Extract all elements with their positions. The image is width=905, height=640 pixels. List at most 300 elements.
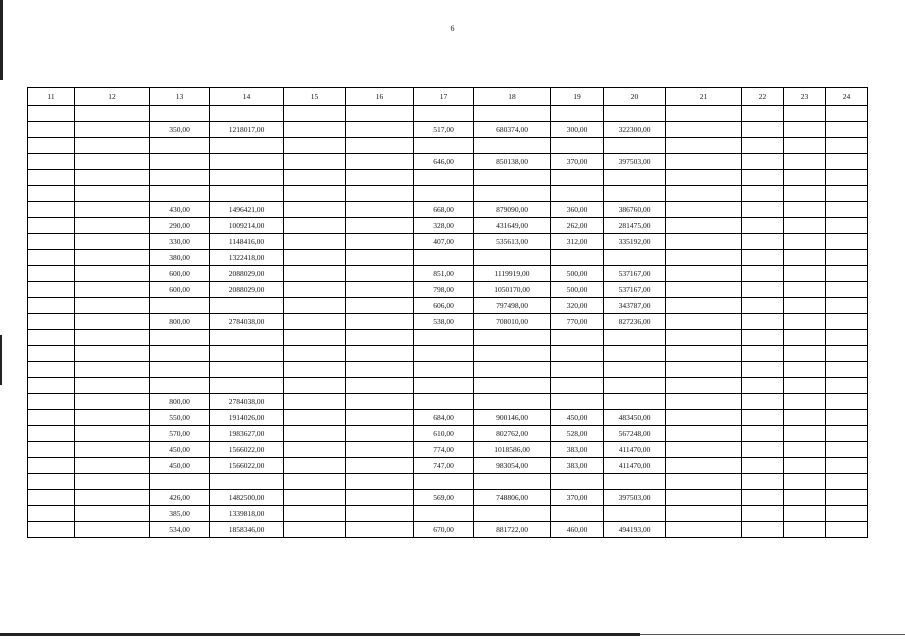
table-cell — [414, 106, 474, 122]
table-row — [28, 234, 868, 250]
table-cell: 570,00 — [150, 426, 210, 442]
table-cell — [28, 298, 75, 314]
table-cell — [551, 330, 604, 346]
table-cell — [551, 378, 604, 394]
table-row — [28, 202, 868, 218]
table-cell — [284, 186, 346, 202]
table-cell: 1339818,00 — [210, 506, 284, 522]
table-cell — [28, 474, 75, 490]
table-cell: 1983627,00 — [210, 426, 284, 442]
table-cell — [346, 186, 414, 202]
table-cell — [284, 266, 346, 282]
table-cell — [666, 122, 742, 138]
table-cell — [284, 138, 346, 154]
table-cell — [28, 282, 75, 298]
table-cell — [210, 154, 284, 170]
table-cell — [742, 250, 784, 266]
table-row — [28, 442, 868, 458]
table-cell — [742, 362, 784, 378]
data-table — [27, 87, 868, 538]
table-cell: 1914026,00 — [210, 410, 284, 426]
table-cell — [414, 506, 474, 522]
table-row — [28, 170, 868, 186]
table-cell — [666, 106, 742, 122]
table-cell: 610,00 — [414, 426, 474, 442]
table-cell — [210, 170, 284, 186]
table-cell — [75, 394, 150, 410]
table-cell — [784, 522, 826, 538]
table-cell — [784, 506, 826, 522]
table-cell — [742, 234, 784, 250]
table-cell — [826, 362, 868, 378]
column-header: 21 — [666, 88, 742, 106]
table-cell: 537167,00 — [604, 266, 666, 282]
table-cell — [474, 474, 551, 490]
table-cell — [826, 394, 868, 410]
table-cell — [742, 106, 784, 122]
table-cell — [742, 378, 784, 394]
table-cell: 411470,00 — [604, 442, 666, 458]
table-cell — [346, 346, 414, 362]
table-cell: 1482500,00 — [210, 490, 284, 506]
page-number: 6 — [450, 24, 455, 33]
table-cell: 494193,00 — [604, 522, 666, 538]
table-cell — [474, 378, 551, 394]
table-cell — [75, 410, 150, 426]
table-cell — [346, 218, 414, 234]
table-cell — [474, 106, 551, 122]
table-cell — [826, 522, 868, 538]
table-cell — [346, 138, 414, 154]
scan-left-edge-mark — [0, 0, 3, 80]
table-cell: 2088029,00 — [210, 282, 284, 298]
table-row — [28, 314, 868, 330]
table-cell — [284, 442, 346, 458]
table-cell — [551, 138, 604, 154]
table-row — [28, 330, 868, 346]
table-cell — [210, 298, 284, 314]
table-cell — [414, 250, 474, 266]
table-cell — [826, 442, 868, 458]
column-header: 15 — [284, 88, 346, 106]
table-cell — [474, 138, 551, 154]
table-cell: 360,00 — [551, 202, 604, 218]
table-cell: 330,00 — [150, 234, 210, 250]
table-cell — [75, 442, 150, 458]
table-cell — [284, 426, 346, 442]
table-cell — [784, 474, 826, 490]
table-cell — [666, 346, 742, 362]
table-cell — [75, 362, 150, 378]
table-cell — [784, 234, 826, 250]
table-cell — [784, 410, 826, 426]
table-cell — [284, 506, 346, 522]
table-cell — [474, 362, 551, 378]
table-cell: 483450,00 — [604, 410, 666, 426]
table-cell — [826, 138, 868, 154]
table-row — [28, 106, 868, 122]
table-cell — [75, 106, 150, 122]
table-cell — [784, 282, 826, 298]
table-cell — [742, 410, 784, 426]
table-cell — [284, 474, 346, 490]
table-cell — [75, 138, 150, 154]
table-cell — [826, 266, 868, 282]
column-header: 17 — [414, 88, 474, 106]
table-row — [28, 490, 868, 506]
table-cell — [75, 122, 150, 138]
table-cell — [210, 346, 284, 362]
table-cell — [551, 362, 604, 378]
table-cell — [210, 138, 284, 154]
table-cell — [604, 250, 666, 266]
table-cell — [742, 346, 784, 362]
table-row — [28, 410, 868, 426]
table-cell — [75, 458, 150, 474]
table-row — [28, 266, 868, 282]
table-cell — [75, 298, 150, 314]
table-cell: 851,00 — [414, 266, 474, 282]
table-cell — [742, 442, 784, 458]
table-cell: 1009214,00 — [210, 218, 284, 234]
table-cell: 1119919,00 — [474, 266, 551, 282]
table-cell — [826, 458, 868, 474]
table-cell — [284, 378, 346, 394]
table-cell — [826, 170, 868, 186]
table-cell — [28, 170, 75, 186]
table-cell — [551, 170, 604, 186]
table-cell: 684,00 — [414, 410, 474, 426]
table-cell — [826, 218, 868, 234]
table-cell — [28, 410, 75, 426]
table-cell — [826, 506, 868, 522]
table-cell — [826, 154, 868, 170]
table-cell: 900146,00 — [474, 410, 551, 426]
table-cell — [284, 522, 346, 538]
table-cell — [784, 330, 826, 346]
table-cell — [28, 250, 75, 266]
table-cell — [666, 250, 742, 266]
table-row — [28, 458, 868, 474]
table-row — [28, 218, 868, 234]
table-cell — [284, 106, 346, 122]
table-cell — [604, 474, 666, 490]
table-cell — [284, 298, 346, 314]
table-cell — [742, 122, 784, 138]
table-cell — [604, 186, 666, 202]
column-header: 23 — [784, 88, 826, 106]
table-cell — [784, 106, 826, 122]
table-cell — [666, 266, 742, 282]
table-cell — [474, 186, 551, 202]
table-cell: 1858346,00 — [210, 522, 284, 538]
table-cell — [784, 314, 826, 330]
table-cell — [666, 170, 742, 186]
table-cell — [210, 474, 284, 490]
table-cell — [284, 410, 346, 426]
table-cell — [346, 410, 414, 426]
table-cell: 517,00 — [414, 122, 474, 138]
table-cell — [28, 490, 75, 506]
table-cell — [826, 298, 868, 314]
table-cell: 343787,00 — [604, 298, 666, 314]
table-cell — [784, 346, 826, 362]
table-cell — [784, 250, 826, 266]
table-cell — [346, 202, 414, 218]
table-cell: 300,00 — [551, 122, 604, 138]
table-row — [28, 378, 868, 394]
table-cell: 450,00 — [150, 442, 210, 458]
table-cell: 370,00 — [551, 490, 604, 506]
table-cell — [284, 458, 346, 474]
table-cell — [666, 282, 742, 298]
table-cell — [604, 362, 666, 378]
table-cell — [28, 202, 75, 218]
table-cell: 747,00 — [414, 458, 474, 474]
table-row — [28, 394, 868, 410]
table-cell: 606,00 — [414, 298, 474, 314]
table-cell — [75, 154, 150, 170]
table-cell — [75, 234, 150, 250]
table-cell — [414, 346, 474, 362]
table-cell: 1148416,00 — [210, 234, 284, 250]
table-cell — [826, 490, 868, 506]
table-cell — [28, 218, 75, 234]
table-cell — [826, 410, 868, 426]
table-cell — [210, 378, 284, 394]
table-cell — [75, 186, 150, 202]
table-cell: 426,00 — [150, 490, 210, 506]
table-cell — [742, 490, 784, 506]
table-cell — [346, 378, 414, 394]
table-cell: 328,00 — [414, 218, 474, 234]
table-cell — [826, 122, 868, 138]
table-cell — [150, 138, 210, 154]
column-header: 13 — [150, 88, 210, 106]
table-cell — [346, 170, 414, 186]
table-cell — [346, 314, 414, 330]
table-cell: 802762,00 — [474, 426, 551, 442]
table-cell: 407,00 — [414, 234, 474, 250]
table-cell: 569,00 — [414, 490, 474, 506]
scan-bottom-edge — [0, 633, 640, 636]
table-cell — [75, 266, 150, 282]
table-cell — [784, 266, 826, 282]
table-cell — [150, 106, 210, 122]
table-cell: 385,00 — [150, 506, 210, 522]
table-cell — [474, 250, 551, 266]
table-cell — [346, 298, 414, 314]
table-cell: 460,00 — [551, 522, 604, 538]
table-cell: 500,00 — [551, 266, 604, 282]
table-cell — [666, 154, 742, 170]
table-cell — [784, 138, 826, 154]
table-cell — [666, 234, 742, 250]
table-cell: 397503,00 — [604, 490, 666, 506]
table-cell — [346, 474, 414, 490]
table-cell — [414, 394, 474, 410]
table-cell — [742, 506, 784, 522]
column-header: 20 — [604, 88, 666, 106]
table-cell: 350,00 — [150, 122, 210, 138]
table-cell: 450,00 — [551, 410, 604, 426]
table-cell — [346, 442, 414, 458]
table-cell — [666, 458, 742, 474]
column-header: 18 — [474, 88, 551, 106]
table-cell — [346, 490, 414, 506]
table-cell — [28, 426, 75, 442]
table-cell: 1018586,00 — [474, 442, 551, 458]
table-cell — [826, 106, 868, 122]
table-cell: 320,00 — [551, 298, 604, 314]
table-cell — [604, 170, 666, 186]
table-cell: 567248,00 — [604, 426, 666, 442]
table-cell — [826, 330, 868, 346]
table-cell — [551, 250, 604, 266]
table-cell: 430,00 — [150, 202, 210, 218]
table-cell: 500,00 — [551, 282, 604, 298]
table-cell — [784, 154, 826, 170]
table-cell — [742, 138, 784, 154]
table-cell — [28, 506, 75, 522]
table-cell — [742, 266, 784, 282]
table-cell — [666, 218, 742, 234]
table-cell — [284, 122, 346, 138]
table-cell — [784, 186, 826, 202]
table-row — [28, 346, 868, 362]
table-cell — [826, 250, 868, 266]
table-cell: 600,00 — [150, 266, 210, 282]
table-cell: 770,00 — [551, 314, 604, 330]
table-cell — [666, 506, 742, 522]
table-cell: 397503,00 — [604, 154, 666, 170]
table-cell — [474, 346, 551, 362]
table-cell — [75, 378, 150, 394]
table-cell — [75, 218, 150, 234]
table-cell — [784, 298, 826, 314]
scan-bottom-edge-thin — [640, 634, 905, 635]
table-cell — [414, 330, 474, 346]
table-cell: 281475,00 — [604, 218, 666, 234]
table-cell: 386760,00 — [604, 202, 666, 218]
table-cell — [414, 378, 474, 394]
table-cell: 1496421,00 — [210, 202, 284, 218]
table-cell: 879090,00 — [474, 202, 551, 218]
table-cell — [826, 234, 868, 250]
table-cell — [346, 330, 414, 346]
table-cell: 646,00 — [414, 154, 474, 170]
table-cell — [284, 250, 346, 266]
table-cell — [284, 330, 346, 346]
table-cell — [284, 154, 346, 170]
table-cell — [666, 474, 742, 490]
table-cell — [666, 378, 742, 394]
table-cell — [414, 474, 474, 490]
scan-left-edge-mark-lower — [0, 335, 2, 385]
table-cell — [742, 186, 784, 202]
table-cell — [346, 394, 414, 410]
table-cell — [346, 154, 414, 170]
table-cell — [75, 346, 150, 362]
table-cell — [604, 346, 666, 362]
table-cell: 262,00 — [551, 218, 604, 234]
table-cell: 827236,00 — [604, 314, 666, 330]
table-cell — [784, 378, 826, 394]
table-row — [28, 426, 868, 442]
table-cell — [28, 122, 75, 138]
table-row — [28, 122, 868, 138]
table-cell: 774,00 — [414, 442, 474, 458]
table-cell: 2088029,00 — [210, 266, 284, 282]
table-row — [28, 282, 868, 298]
table-cell — [742, 458, 784, 474]
table-cell — [150, 346, 210, 362]
table-cell — [150, 186, 210, 202]
table-cell: 600,00 — [150, 282, 210, 298]
table-cell — [604, 394, 666, 410]
table-cell — [75, 474, 150, 490]
table-cell — [474, 170, 551, 186]
table-cell — [666, 138, 742, 154]
table-cell: 800,00 — [150, 394, 210, 410]
table-row — [28, 298, 868, 314]
table-cell — [742, 282, 784, 298]
table-cell — [826, 426, 868, 442]
table-cell — [666, 394, 742, 410]
table-cell: 670,00 — [414, 522, 474, 538]
table-cell — [551, 506, 604, 522]
column-header: 11 — [28, 88, 75, 106]
table-cell — [742, 170, 784, 186]
table-cell — [28, 458, 75, 474]
table-cell — [666, 522, 742, 538]
table-cell — [414, 362, 474, 378]
table-cell — [414, 186, 474, 202]
table-cell — [75, 426, 150, 442]
table-cell — [28, 442, 75, 458]
table-cell — [346, 266, 414, 282]
table-cell — [210, 106, 284, 122]
table-cell — [75, 170, 150, 186]
table-cell — [666, 330, 742, 346]
table-cell — [666, 298, 742, 314]
table-cell — [826, 346, 868, 362]
table-cell — [742, 474, 784, 490]
table-cell: 1322418,00 — [210, 250, 284, 266]
table-cell — [284, 362, 346, 378]
table-cell: 538,00 — [414, 314, 474, 330]
table-cell — [551, 346, 604, 362]
column-header: 14 — [210, 88, 284, 106]
table-cell — [826, 282, 868, 298]
table-header-row — [28, 88, 868, 106]
table-cell — [826, 474, 868, 490]
table-cell — [284, 490, 346, 506]
table-cell — [666, 186, 742, 202]
table-cell — [150, 378, 210, 394]
table-cell — [150, 170, 210, 186]
table-cell — [150, 298, 210, 314]
table-cell: 850138,00 — [474, 154, 551, 170]
table-cell — [784, 394, 826, 410]
table-cell — [742, 202, 784, 218]
table-cell — [75, 522, 150, 538]
table-cell — [784, 170, 826, 186]
table-cell — [784, 202, 826, 218]
table-cell — [75, 490, 150, 506]
column-header: 16 — [346, 88, 414, 106]
table-row — [28, 506, 868, 522]
